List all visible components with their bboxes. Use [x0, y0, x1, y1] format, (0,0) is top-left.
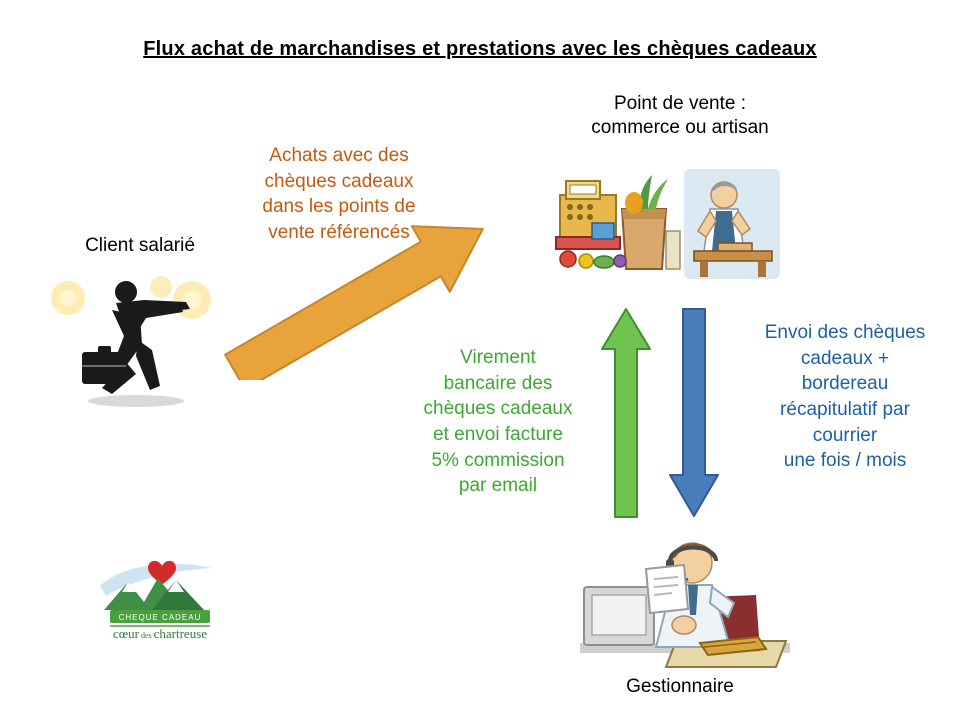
- mountain-logo-icon: [92, 548, 227, 648]
- flow-label-orange-line-0: Achats avec des: [269, 145, 409, 166]
- node-label-gestionnaire: Gestionnaire: [626, 676, 734, 697]
- flow-label-blue-line-4: courrier: [812, 424, 878, 446]
- arrow-blue-point-de-vente-to-gestionnaire: [668, 305, 720, 520]
- flow-label-blue-line-1: cadeaux +: [800, 347, 890, 369]
- flow-label-orange-line-3: vente référencés: [268, 221, 410, 243]
- flow-label-green-line-2: chèques cadeaux: [423, 398, 573, 420]
- flow-label-green-line-0: Virement: [460, 347, 536, 368]
- point-de-vente-label-line2: commerce ou artisan: [591, 116, 769, 138]
- page-title: Flux achat de marchandises et prestations avec les chèques cadeaux: [143, 38, 817, 60]
- flow-label-green: [398, 345, 598, 499]
- point-de-vente-label-line1: Point de vente :: [613, 93, 747, 114]
- flow-label-green-line-4: 5% commission: [431, 449, 565, 471]
- call-center-operator-icon: [580, 525, 790, 675]
- flow-label-orange: [228, 143, 450, 246]
- flow-label-blue-line-2: bordereau: [801, 373, 889, 395]
- shop-goods-and-craftsman-icon: [548, 165, 783, 285]
- flow-label-orange-line-2: dans les points de: [262, 196, 416, 218]
- arrow-green-gestionnaire-to-point-de-vente: [600, 305, 652, 520]
- flow-label-green-line-3: et envoi facture: [433, 423, 563, 445]
- flow-label-green-line-1: bancaire des: [443, 372, 553, 394]
- flow-label-green-line-5: par email: [458, 475, 538, 497]
- node-label-client: Client salarié: [85, 235, 195, 256]
- svg-text:cœur des chartreuse: cœur des chartreuse: [112, 626, 208, 641]
- flow-label-blue: [740, 320, 950, 474]
- node-label-point-de-vente: [530, 92, 830, 140]
- flow-label-orange-line-1: chèques cadeaux: [264, 170, 414, 192]
- businessman-silhouette-icon: [40, 270, 230, 410]
- flow-label-blue-line-5: une fois / mois: [783, 450, 907, 472]
- svg-text:CHEQUE CADEAU: CHEQUE CADEAU: [118, 613, 202, 622]
- flow-label-blue-line-3: récapitulatif par: [780, 398, 910, 420]
- flow-label-blue-line-0: Envoi des chèques: [764, 322, 926, 343]
